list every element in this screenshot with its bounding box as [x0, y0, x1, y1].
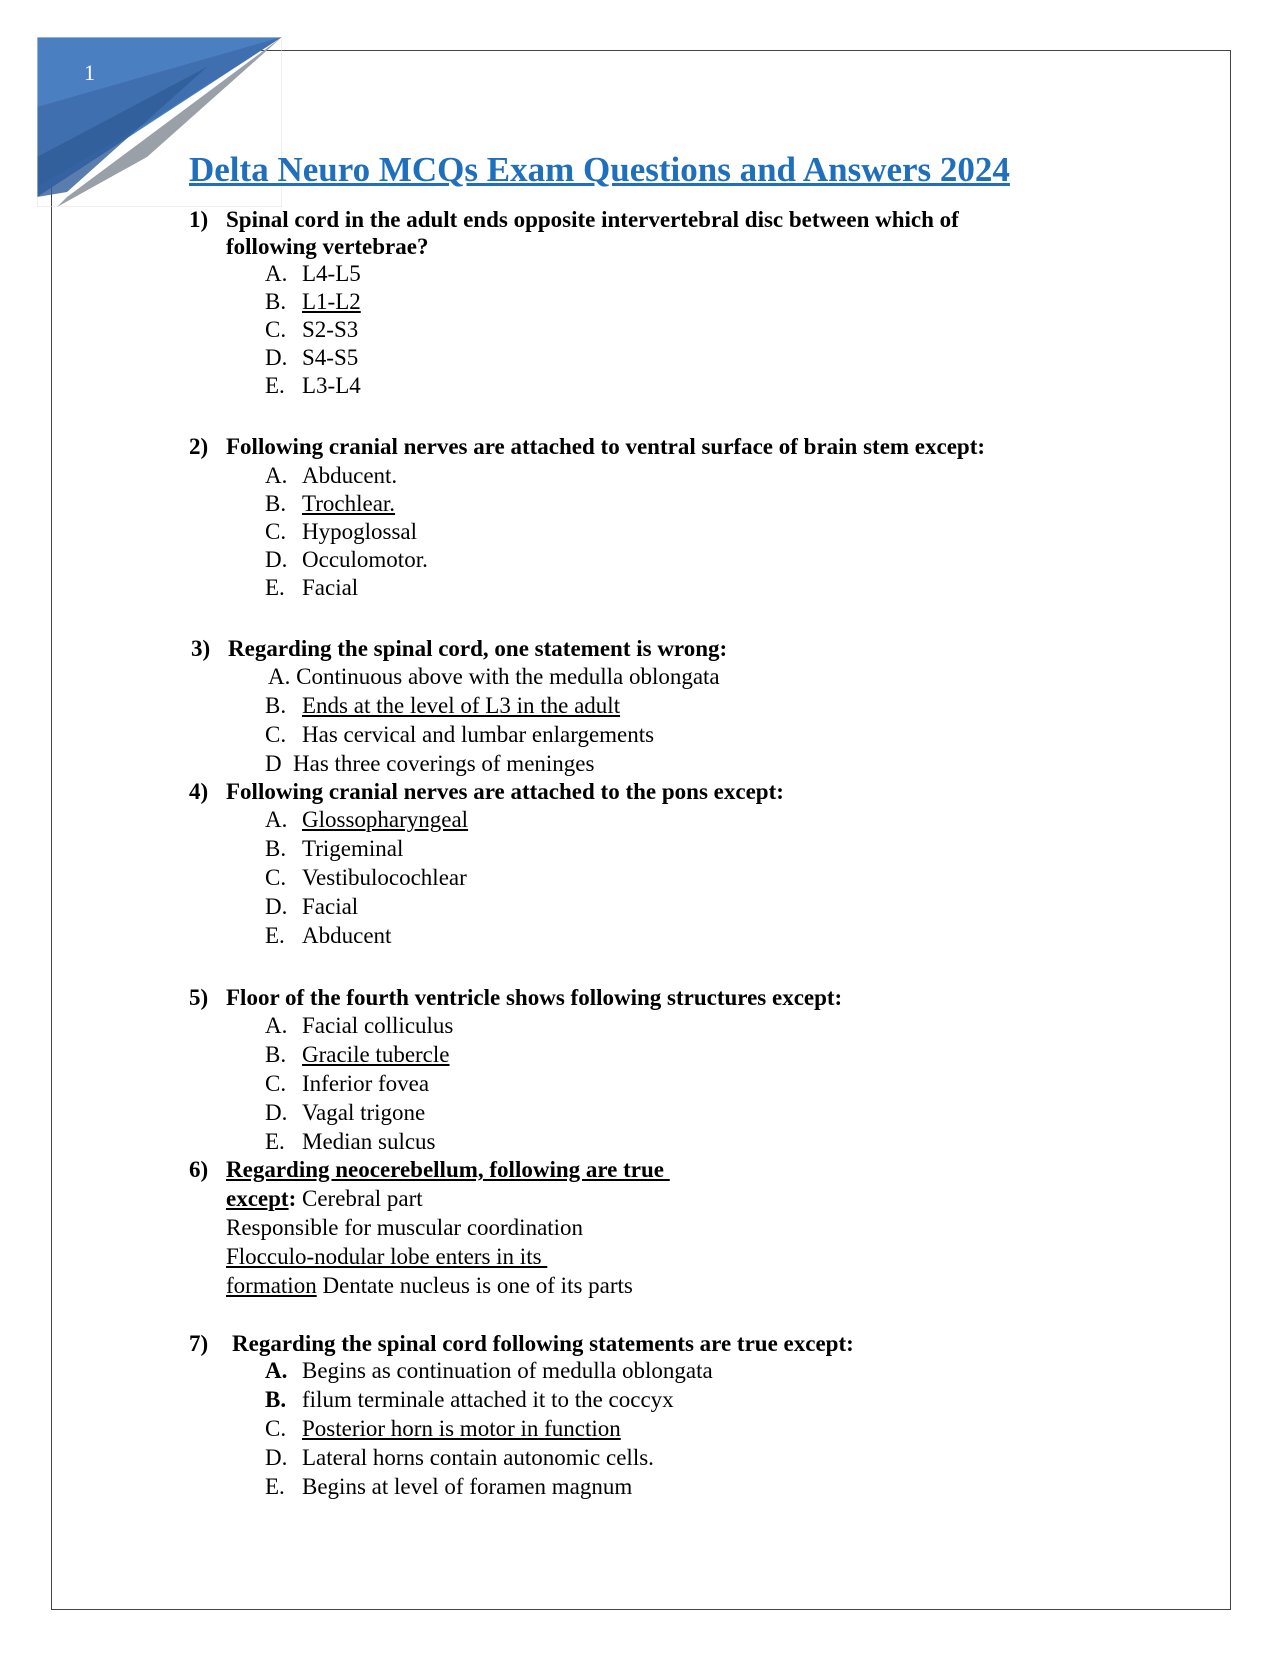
correct-answer: Ends at the level of L3 in the adult [302, 693, 621, 718]
question-text: following vertebrae? [226, 234, 429, 259]
question-6-line-3: Responsible for muscular coordination [226, 1215, 584, 1240]
option: C. Inferior fovea [265, 1071, 430, 1096]
option: A. Abducent. [265, 463, 398, 488]
correct-answer: L1-L2 [302, 289, 361, 314]
question-number: 4) [189, 779, 209, 804]
option: E. Median sulcus [265, 1129, 436, 1154]
question-number: 3) [191, 636, 211, 661]
option: B. filum terminale attached it to the coccyx [265, 1387, 674, 1412]
option: D Has three coverings of meninges [265, 751, 595, 776]
option: A. Continuous above with the medulla oblongata [268, 664, 720, 689]
question-text: Following cranial nerves are attached to ventral surface of brain stem except: [226, 434, 986, 459]
question-number: 7) [189, 1331, 209, 1356]
option: C. Has cervical and lumbar enlargements [265, 722, 655, 747]
correct-answer: Flocculo-nodular lobe enters in its [226, 1244, 542, 1269]
question-text: Regarding neocerebellum, following are true [226, 1157, 664, 1182]
option: E. Begins at level of foramen magnum [265, 1474, 633, 1499]
option: E. Abducent [265, 923, 392, 948]
option: D. S4-S5 [265, 345, 359, 370]
option: B. Trigeminal [265, 836, 404, 861]
question-number: 2) [189, 434, 209, 459]
question-number: 1) [189, 207, 209, 232]
option: B. L1-L2 [265, 289, 361, 314]
option: D. Facial [265, 894, 359, 919]
option: D. Occulomotor. [265, 547, 428, 572]
correct-answer: Posterior horn is motor in function [302, 1416, 621, 1441]
question-text: Regarding the spinal cord following statements are true except: [232, 1331, 854, 1356]
question-text: Regarding the spinal cord, one statement is wrong: [228, 636, 728, 661]
option: A. L4-L5 [265, 261, 361, 286]
option: C. Hypoglossal [265, 519, 417, 544]
page-title: Delta Neuro MCQs Exam Questions and Answers 2024 [189, 150, 1010, 189]
option: C. Vestibulocochlear [265, 865, 467, 890]
option: B. Ends at the level of L3 in the adult [265, 693, 621, 718]
option: C. S2-S3 [265, 317, 359, 342]
question-text: Floor of the fourth ventricle shows following structures except: [226, 985, 843, 1010]
option: D. Vagal trigone [265, 1100, 426, 1125]
correct-answer: Gracile tubercle [302, 1042, 450, 1067]
correct-answer: Glossopharyngeal [302, 807, 469, 832]
question-number: 6) [189, 1157, 209, 1182]
option: D. Lateral horns contain autonomic cells. [265, 1445, 654, 1470]
question-6-line-2: except: Cerebral part [226, 1186, 423, 1211]
option: A. Begins as continuation of medulla oblongata [265, 1358, 713, 1383]
option: B. Trochlear. [265, 491, 396, 516]
correct-answer: Trochlear. [302, 491, 396, 516]
question-text: Following cranial nerves are attached to the pons except: [226, 779, 784, 804]
question-text: Spinal cord in the adult ends opposite intervertebral disc between which of [226, 207, 959, 232]
question-6-line-5: formation Dentate nucleus is one of its parts [226, 1273, 633, 1298]
question-number: 5) [189, 985, 209, 1010]
question-6-line-4 [226, 1242, 547, 1271]
option: E. L3-L4 [265, 373, 361, 398]
page-number: 1 [84, 60, 95, 85]
option: E. Facial [265, 575, 359, 600]
option: C. Posterior horn is motor in function [265, 1416, 621, 1441]
option: A. Glossopharyngeal [265, 807, 469, 832]
option: B. Gracile tubercle [265, 1042, 450, 1067]
option: A. Facial colliculus [265, 1013, 454, 1038]
